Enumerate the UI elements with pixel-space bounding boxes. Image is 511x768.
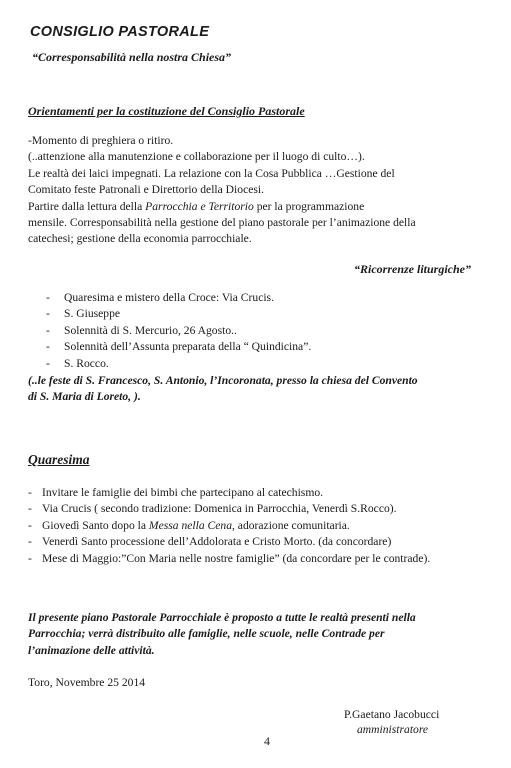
list-item: - Solennità dell’Assunta preparata della “ Quindicina”. — [46, 339, 311, 355]
list-item: - Mese di Maggio:”Con Maria nelle nostre famiglie” (da concordare per le contrade). — [28, 551, 430, 567]
list-item-text: Quaresima e mistero della Croce: Via Crucis. — [64, 291, 274, 304]
signature-role: amministratore — [357, 723, 429, 736]
orientamenti-line: mensile. Corresponsabilità nella gestione del piano pastorale per l’animazione della — [28, 216, 416, 230]
orientamenti-body — [28, 133, 498, 248]
quaresima-list — [28, 485, 430, 567]
list-item-text: S. Giuseppe — [64, 307, 121, 321]
closing-line: Parrocchia; verrà distribuito alle famiglie, nelle scuole, nelle Contrade per — [28, 627, 385, 641]
text-span-italic: Parrocchia e Territorio — [145, 199, 254, 213]
list-item-text — [42, 518, 350, 534]
list-item-text: Via Crucis ( secondo tradizione: Domenica in Parrocchia, Venerdì S.Rocco). — [42, 502, 397, 516]
closing-statement — [28, 610, 416, 659]
signature-name: P.Gaetano Jacobucci — [344, 708, 440, 721]
page-number: 4 — [264, 734, 270, 748]
closing-line: l’animazione delle attività. — [28, 643, 155, 657]
orientamenti-line: (..attenzione alla manutenzione e collaborazione per il luogo di culto…). — [28, 150, 365, 164]
text-span: , adorazione comunitaria. — [232, 518, 350, 532]
list-item-text: Solennità dell’Assunta preparata della “ Quindicina”. — [64, 340, 312, 354]
list-item-text: S. Rocco. — [64, 356, 109, 370]
text-span-italic: Messa nella Cena — [148, 518, 232, 532]
note-line: (..le feste di S. Francesco, S. Antonio, l’Incoronata, presso la chiesa del Convento — [28, 374, 418, 387]
list-item: - Quaresima e mistero della Croce: Via Crucis. — [46, 290, 311, 306]
orientamenti-line: catechesi; gestione della economia parrocchiale. — [28, 232, 252, 246]
page-title: CONSIGLIO PASTORALE — [30, 24, 210, 40]
ricorrenze-note — [28, 373, 418, 405]
text-span: Partire dalla lettura della — [28, 199, 146, 213]
list-item-text: Invitare le famiglie dei bimbi che partecipano al catechismo. — [42, 486, 324, 499]
list-item-text: Venerdì Santo processione dell’Addolorata e Cristo Morto. (da concordare) — [42, 535, 392, 549]
list-item: - Solennità di S. Mercurio, 26 Agosto.. — [46, 323, 311, 339]
ricorrenze-list — [46, 290, 311, 372]
closing-line: Il presente piano Pastorale Parrocchiale è proposto a tutte le realtà presenti nella — [28, 611, 416, 624]
list-item-text: Solennità di S. Mercurio, 26 Agosto.. — [64, 323, 237, 337]
list-item: - S. Rocco. — [46, 356, 311, 372]
list-item: - Via Crucis ( secondo tradizione: Domenica in Parrocchia, Venerdì S.Rocco). — [28, 501, 430, 517]
text-span: per la programmazione — [253, 199, 365, 213]
text-span: Giovedì Santo dopo la — [42, 518, 149, 532]
ricorrenze-heading: “Ricorrenze liturgiche” — [353, 262, 471, 276]
list-item: - Giovedì Santo dopo la Messa nella Cena, adorazione comunitaria. — [28, 518, 430, 534]
orientamenti-line: Le realtà dei laici impegnati. La relazione con la Cosa Pubblica …Gestione del — [28, 166, 395, 180]
list-item-text: Mese di Maggio:”Con Maria nelle nostre famiglie” (da concordare per le contrade). — [42, 551, 431, 565]
note-line: di S. Maria di Loreto, ). — [28, 390, 141, 403]
page-subtitle: “Corresponsabilità nella nostra Chiesa” — [32, 50, 232, 64]
list-item: - S. Giuseppe — [46, 306, 311, 322]
list-item: - Venerdì Santo processione dell’Addolorata e Cristo Morto. (da concordare) — [28, 534, 430, 550]
quaresima-heading: Quaresima — [28, 452, 90, 467]
list-item: - Invitare le famiglie dei bimbi che partecipano al catechismo. — [28, 485, 430, 501]
date-line: Toro, Novembre 25 2014 — [28, 676, 146, 689]
orientamenti-line: Comitato feste Patronali e Direttorio della Diocesi. — [28, 183, 264, 197]
orientamenti-line — [28, 199, 498, 215]
orientamenti-line: -Momento di preghiera o ritiro. — [28, 134, 174, 147]
orientamenti-heading: Orientamenti per la costituzione del Consiglio Pastorale — [28, 104, 305, 118]
